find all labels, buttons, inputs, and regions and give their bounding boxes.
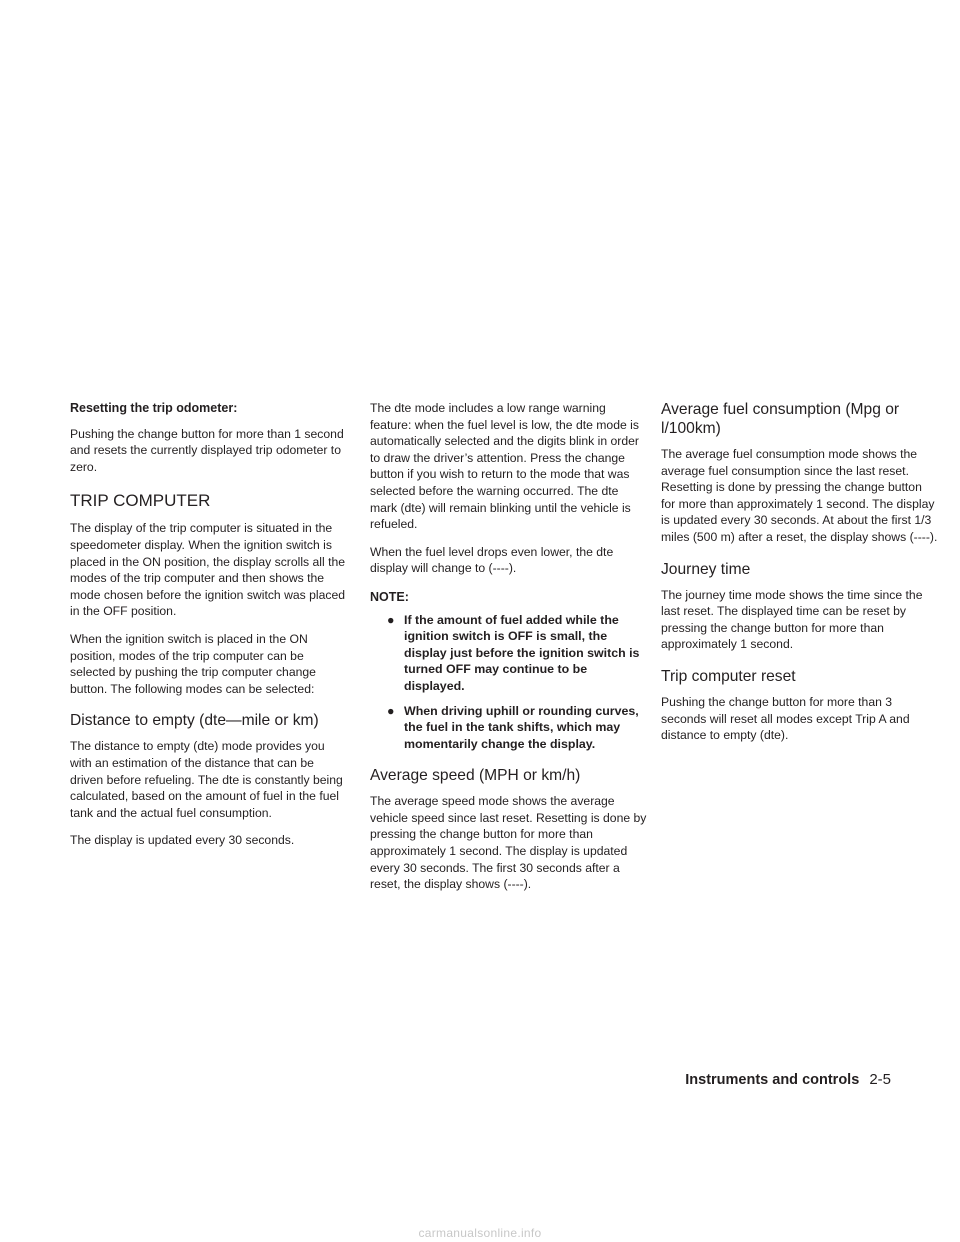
bullet-icon: ●: [387, 703, 395, 718]
paragraph: The dte mode includes a low range warning feature: when the fuel level is low, the dte mode is automatically selected and the digits blink in order to draw the driver’s attention. Press the change button if you wish to return to the mode that was selected before the warning occurred. The dte mark (dte) will remain blinking until the vehicle is refueled.: [370, 401, 639, 532]
paragraph: The journey time mode shows the time since the last reset. The displayed time can be reset by pressing the change button for more than approximately 1 second.: [661, 587, 923, 652]
subheading-trip-computer-reset: Trip computer reset: [661, 667, 796, 685]
subheading-average-fuel-consumption: Average fuel consumption (Mpg or l/100km): [661, 401, 900, 437]
paragraph: Pushing the change button for more than 1 second and resets the currently displayed trip odometer to zero.: [70, 426, 344, 474]
note-text: When driving uphill or rounding curves, the fuel in the tank shifts, which may momentarily change the display.: [404, 703, 639, 751]
paragraph: The distance to empty (dte) mode provides you with an estimation of the distance that can be driven before refueling. The dte is constantly being calculated, based on the amount of fuel in the fuel tank and the actual fuel consumption.: [70, 739, 343, 820]
note-item: [370, 703, 648, 753]
paragraph: When the ignition switch is placed in the ON position, modes of the trip computer can be selected by pushing the trip computer change button. The following modes can be selected:: [70, 631, 316, 696]
page-number: 2-5: [869, 1071, 891, 1088]
runin-heading-resetting-trip-odometer: Resetting the trip odometer:: [70, 401, 238, 415]
subheading-journey-time: Journey time: [661, 560, 751, 578]
column-left: [70, 400, 348, 860]
paragraph: When the fuel level drops even lower, the dte display will change to (----).: [370, 544, 614, 576]
column-right: [661, 400, 939, 755]
column-middle: [370, 400, 648, 904]
paragraph: The average speed mode shows the average vehicle speed since last reset. Resetting is done by pressing the change button for more than approximately 1 second. The display is updated every 30 seconds. The first 30 seconds after a reset, the display shows (----).: [370, 794, 647, 892]
note-list: [370, 612, 648, 753]
subheading-average-speed: Average speed (MPH or km/h): [370, 767, 581, 785]
paragraph: The average fuel consumption mode shows the average fuel consumption since the last reset. Resetting is done by pressing the change button for more than approximately 1 second. The display is updated every 30 seconds. At about the first 1/3 miles (500 m) after a reset, the display shows (----).: [661, 447, 938, 544]
note-item: [370, 612, 648, 695]
paragraph: The display of the trip computer is situated in the speedometer display. When the ignition switch is placed in the ON position, the display scrolls all the modes of the trip computer and then shows the mode chosen before the ignition switch was placed in the OFF position.: [70, 521, 346, 619]
section-heading-trip-computer: TRIP COMPUTER: [70, 491, 211, 511]
paragraph: Pushing the change button for more than 3 seconds will reset all modes except Trip A and distance to empty (dte).: [661, 694, 910, 743]
watermark: carmanualsonline.info: [418, 1226, 542, 1240]
paragraph: The display is updated every 30 seconds.: [70, 833, 295, 848]
bullet-icon: ●: [387, 612, 395, 627]
subheading-distance-to-empty: Distance to empty (dte—mile or km): [70, 712, 319, 730]
note-label: NOTE:: [370, 589, 409, 604]
footer-section-title: Instruments and controls: [685, 1072, 860, 1088]
page-footer: [685, 1071, 891, 1088]
note-text: If the amount of fuel added while the ignition switch is OFF is small, the display just before the ignition switch is turned OFF may continue to be displayed.: [404, 612, 640, 693]
